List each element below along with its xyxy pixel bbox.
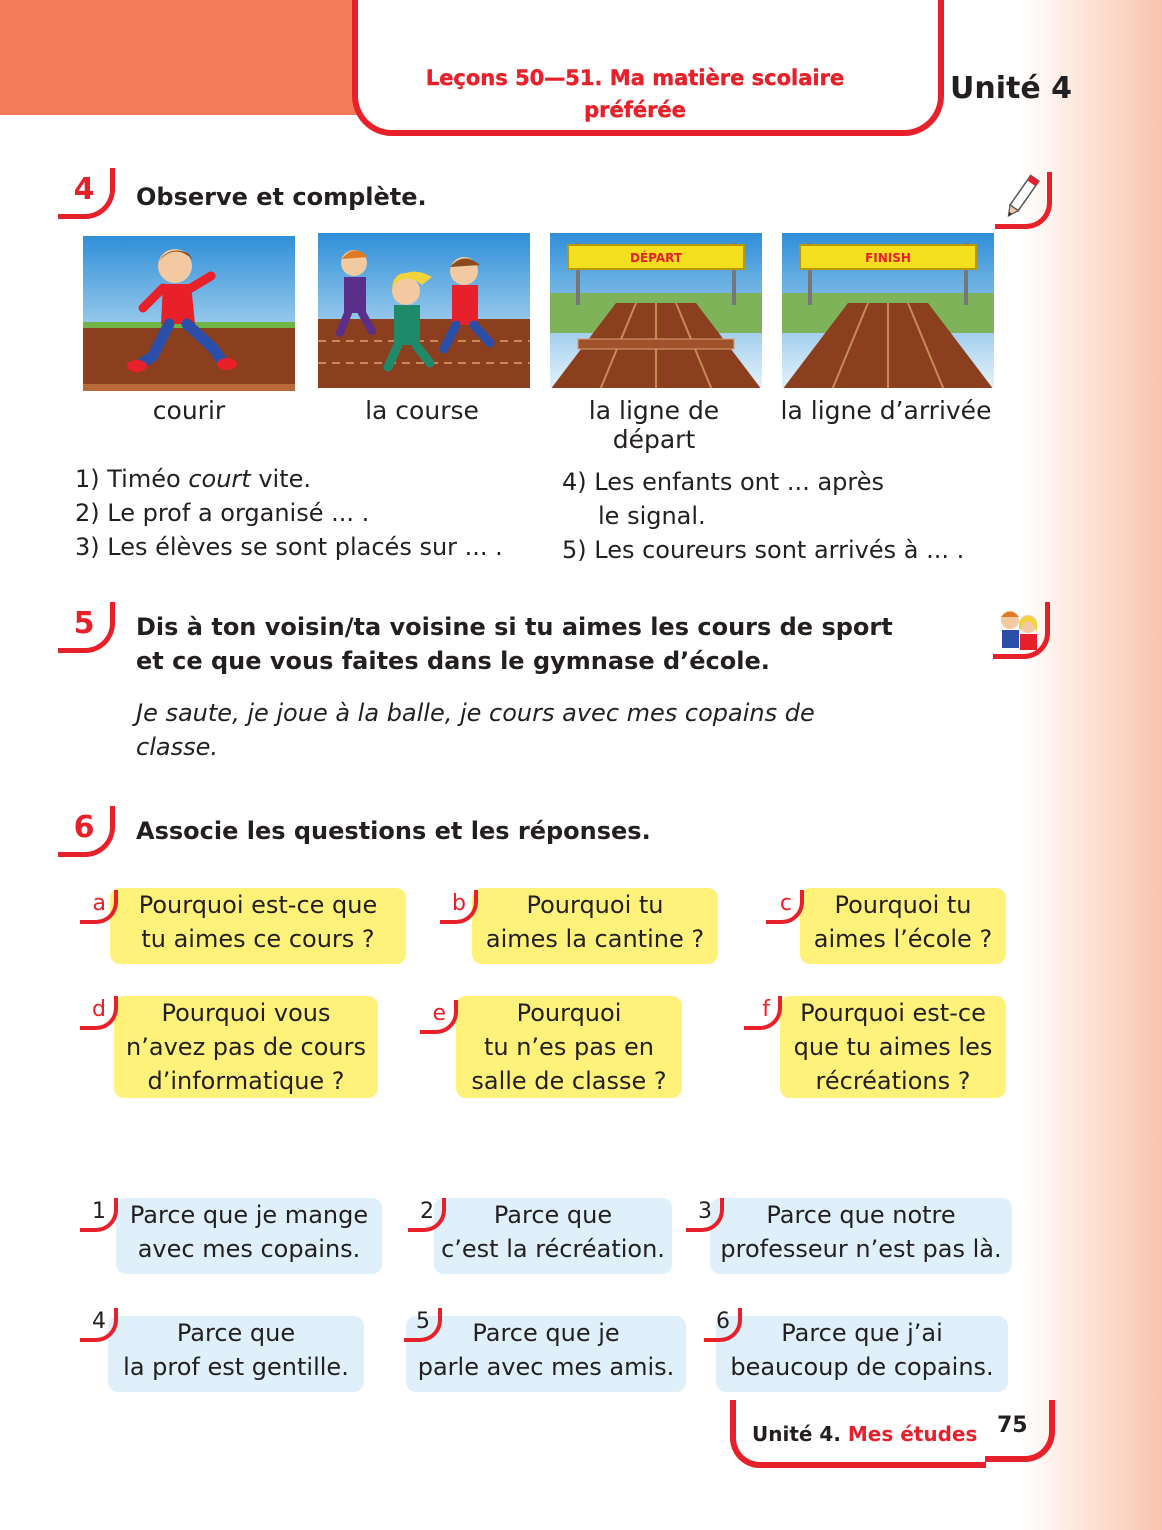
picture-finish-line <box>782 233 994 388</box>
exercise-number-4: 4 <box>58 168 115 219</box>
exercise-5-title-line2: et ce que vous faites dans le gymnase d’école. <box>136 647 770 675</box>
answer-2[interactable]: Parce que c’est la récréation. <box>434 1198 672 1274</box>
caption-ligne-depart: la ligne de départ <box>588 396 720 454</box>
sentence-2: 2) Le prof a organisé ... . <box>75 499 370 527</box>
question-b[interactable]: Pourquoi tu aimes la cantine ? <box>472 888 718 964</box>
question-c[interactable]: Pourquoi tu aimes l’école ? <box>800 888 1006 964</box>
exercise-5-example-line2: classe. <box>136 733 218 761</box>
sentence-1: 1) Timéo court vite. <box>75 465 311 493</box>
exercise-5-example-line1: Je saute, je joue à la balle, je cours avec mes copains de <box>136 699 815 727</box>
exercise-number-6: 6 <box>58 806 115 857</box>
answer-4[interactable]: Parce que la prof est gentille. <box>108 1316 364 1392</box>
caption-courir: courir <box>152 396 226 425</box>
exercise-5-title-line1: Dis à ton voisin/ta voisine si tu aimes les cours de sport <box>136 613 893 641</box>
sentence-3: 3) Les élèves se sont placés sur ... . <box>75 533 503 561</box>
lessons-title: Leçons 50—51. Ma matière scolaire préférée <box>425 66 845 122</box>
sentence-4-continuation: le signal. <box>598 502 706 530</box>
pencil-icon <box>995 172 1052 229</box>
sentence-4: 4) Les enfants ont ... après <box>562 468 884 496</box>
answer-3[interactable]: Parce que notre professeur n’est pas là. <box>710 1198 1012 1274</box>
page-side-gradient <box>1022 0 1162 1530</box>
question-e[interactable]: Pourquoi tu n’es pas en salle de classe ? <box>456 996 682 1098</box>
question-tag-f: f <box>744 996 782 1030</box>
pair-work-icon <box>993 602 1050 659</box>
answer-tag-5: 5 <box>404 1308 442 1342</box>
picture-race <box>318 233 530 388</box>
question-a[interactable]: Pourquoi est-ce que tu aimes ce cours ? <box>110 888 406 964</box>
question-f[interactable]: Pourquoi est-ce que tu aimes les récréations ? <box>780 996 1006 1098</box>
exercise-4-title: Observe et complète. <box>136 183 427 211</box>
answer-6[interactable]: Parce que j’ai beaucoup de copains. <box>716 1316 1008 1392</box>
question-tag-e: e <box>420 1000 458 1034</box>
page-number: 75 <box>985 1400 1055 1462</box>
answer-5[interactable]: Parce que je parle avec mes amis. <box>406 1316 686 1392</box>
answer-tag-1: 1 <box>80 1198 118 1232</box>
sentence-5: 5) Les coureurs sont arrivés à ... . <box>562 536 965 564</box>
caption-la-course: la course <box>365 396 479 425</box>
footer-unit-title: Mes études <box>847 1422 978 1446</box>
answer-tag-4: 4 <box>80 1308 118 1342</box>
exercise-6-title: Associe les questions et les réponses. <box>136 817 651 845</box>
picture-start-line <box>550 233 762 388</box>
answer-tag-3: 3 <box>686 1198 724 1232</box>
finish-sign-text: FINISH <box>865 251 911 265</box>
question-tag-c: c <box>766 890 804 924</box>
exercise-number-5: 5 <box>58 602 115 653</box>
header-orange-block <box>0 0 360 115</box>
question-tag-a: a <box>80 890 118 924</box>
answer-tag-2: 2 <box>408 1198 446 1232</box>
question-d[interactable]: Pourquoi vous n’avez pas de cours d’informatique ? <box>114 996 378 1098</box>
question-tag-b: b <box>440 890 478 924</box>
question-tag-d: d <box>80 996 118 1030</box>
answer-tag-6: 6 <box>704 1308 742 1342</box>
start-sign-text: DÉPART <box>629 251 683 265</box>
picture-running-boy <box>83 236 295 391</box>
answer-1[interactable]: Parce que je mange avec mes copains. <box>116 1198 382 1274</box>
unit-title: Unité 4 <box>950 71 1073 106</box>
footer-unit-label: Unité 4. Mes études <box>752 1422 978 1446</box>
caption-ligne-arrivee: la ligne d’arrivée <box>780 396 992 425</box>
